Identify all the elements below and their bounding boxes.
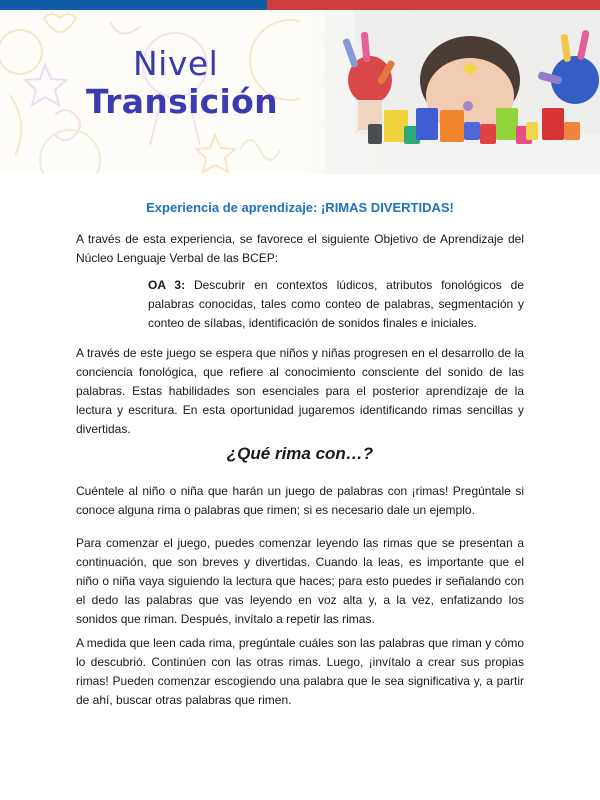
brand-line-nivel: Nivel: [133, 44, 219, 83]
instruction-paragraph-1: Cuéntele al niño o niña que harán un juego de palabras con ¡rimas! Pregúntale si conoce alguna rima o palabras que rimen; si es necesario dale un ejemplo.: [76, 484, 524, 517]
purpose-paragraph: A través de este juego se espera que niños y niñas progresen en el desarrollo de la conciencia fonológica, que refiere al conocimiento consciente del sonido de las palabras. Estas habilidades son esenciales para el posterior aprendizaje de la lectura y escritura. En esta oportunidad jugaremos identificando rimas sencillas y divertidas.: [76, 346, 524, 436]
red-stripe: [267, 0, 600, 10]
flag-color-bar: [0, 0, 600, 10]
objective-text: Descubrir en contextos lúdicos, atributos fonológicos de palabras conocidas, tales como conteo de palabras, segmentación y conteo de sílabas, identificación de sonidos finales e iniciales.: [148, 278, 524, 330]
learning-objective: [148, 276, 524, 333]
intro-paragraph: A través de esta experiencia, se favorece el siguiente Objetivo de Aprendizaje del Núcleo Lenguaje Verbal de las BCEP:: [76, 232, 524, 265]
header-banner: [0, 10, 600, 174]
instruction-paragraph-3: A medida que leen cada rima, pregúntale cuáles son las palabras que riman y cómo lo descubrió. Continúen con las otras rimas. Luego, ¡invítalo a crear sus propias rimas! Pueden comenzar escogiendo una palabra que le sea significativa y, a partir de ahí, buscar otras palabras que rimen.: [76, 636, 524, 707]
instruction-paragraph-2: Para comenzar el juego, puedes comenzar leyendo las rimas que se presentan a continuación, que son breves y divertidas. Cuando la leas, es importante que el niño o niña vaya siguiendo la lectura que haces; para esto puedes ir señalando con el dedo las palabras que vas leyendo en voz alta y, a la vez, enfatizando los sonidos que riman. Después, invítalo a repetir las rimas.: [76, 536, 524, 626]
blue-stripe: [0, 0, 267, 10]
section-heading: ¿Qué rima con…?: [226, 444, 374, 463]
paint-jars-illustration-icon: [300, 10, 600, 174]
child-painting-photo: [300, 10, 600, 174]
objective-label: OA 3:: [148, 278, 186, 292]
brand-line-transicion: Transición: [86, 82, 278, 121]
document-title: Experiencia de aprendizaje: ¡RIMAS DIVERTIDAS!: [146, 200, 454, 215]
